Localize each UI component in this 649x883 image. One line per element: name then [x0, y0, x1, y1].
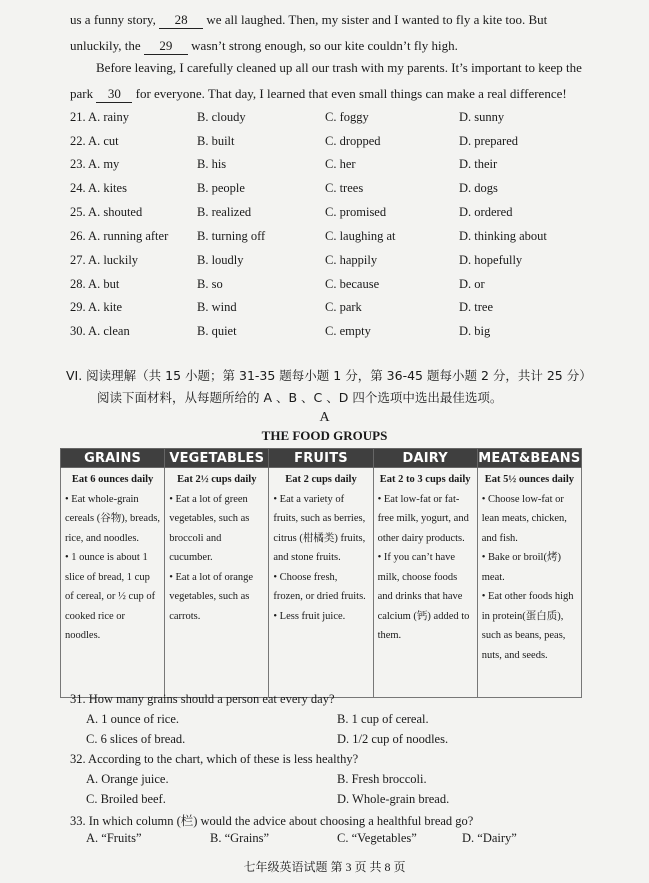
food-cell: [373, 468, 477, 698]
cloze-option-c: C. promised: [325, 205, 387, 219]
cloze-option-c: C. laughing at: [325, 229, 396, 243]
section-heading: VI. 阅读理解（共 15 小题；第 31-35 题每小题 1 分，第 36-45 题每小题 2 分，共计 25 分）: [66, 368, 592, 383]
cloze-option-d: D. sunny: [459, 110, 505, 124]
question-stem: 33. In which column (栏) would the advice about choosing a healthful bread go?: [70, 814, 474, 828]
cloze-question-option-a: 21. A. rainy: [70, 110, 130, 124]
passage-text: park: [70, 86, 94, 101]
cell-bullet: • 1 ounce is about 1 slice of bread, 1 cup of cereal, or ½ cup of cooked rice or noodles.: [65, 552, 156, 641]
question-stem: 32. According to the chart, which of these is less healthy?: [70, 752, 359, 766]
question-stem: 31. How many grains should a person eat every day?: [70, 692, 335, 706]
answer-option-b[interactable]: B. 1 cup of cereal.: [337, 712, 429, 726]
answer-option-a[interactable]: A. 1 ounce of rice.: [86, 712, 180, 726]
cell-bullet: • If you can’t have milk, choose foods and drinks that have calcium (钙) added to them.: [377, 552, 470, 641]
cloze-option-c: C. happily: [325, 253, 378, 267]
food-cell: [269, 468, 373, 698]
cloze-option-d: D. ordered: [459, 205, 513, 219]
answer-option-d[interactable]: D. “Dairy”: [462, 831, 517, 845]
cloze-option-b: B. turning off: [197, 229, 266, 243]
cloze-option-c: C. her: [325, 157, 356, 171]
cloze-option-b: B. people: [197, 181, 245, 195]
passage-line-4: [70, 86, 567, 103]
cloze-question-option-a: 29. A. kite: [70, 300, 123, 314]
cell-heading: Eat 6 ounces daily: [71, 474, 154, 485]
cell-bullet: • Choose fresh, frozen, or dried fruits.: [273, 571, 366, 602]
answer-option-d[interactable]: D. 1/2 cup of noodles.: [337, 732, 449, 746]
cell-bullet: • Eat a lot of orange vegetables, such as carrots.: [169, 571, 254, 622]
cloze-option-b: B. realized: [197, 205, 252, 219]
passage-text: we all laughed. Then, my sister and I wanted to fly a kite too. But: [206, 12, 548, 27]
cloze-option-b: B. built: [197, 134, 235, 148]
answer-option-a[interactable]: A. Orange juice.: [86, 772, 169, 786]
blank-29: 29: [144, 38, 188, 55]
cloze-question-option-a: 25. A. shouted: [70, 205, 143, 219]
passage-line-2: [70, 38, 458, 55]
answer-option-c[interactable]: C. Broiled beef.: [86, 792, 166, 806]
header-meat-beans: MEAT&BEANS: [478, 450, 581, 466]
cloze-option-b: B. so: [197, 277, 223, 291]
cloze-option-d: D. big: [459, 324, 491, 338]
cell-heading: Eat 5½ ounces daily: [484, 474, 574, 485]
cell-bullet: • Less fruit juice.: [273, 610, 346, 622]
page-footer: 七年级英语试题 第 3 页 共 8 页: [243, 860, 406, 874]
answer-option-a[interactable]: A. “Fruits”: [86, 831, 142, 845]
cell-bullet: • Eat a variety of fruits, such as berries, citrus (柑橘类) fruits, and stone fruits.: [273, 493, 366, 563]
cloze-option-d: D. prepared: [459, 134, 518, 148]
passage-letter: A: [319, 410, 330, 425]
header-dairy: DAIRY: [373, 449, 477, 468]
header-grains: GRAINS: [61, 449, 165, 468]
cell-bullet: • Eat whole-grain cereals (谷物), breads, rice, and noodles.: [65, 493, 161, 544]
food-groups-table: [60, 448, 582, 698]
cloze-option-b: B. his: [197, 157, 227, 171]
passage-text: unluckily, the: [70, 38, 141, 53]
food-cell: [477, 468, 581, 698]
cloze-option-c: C. dropped: [325, 134, 381, 148]
cell-bullet: • Bake or broil(烤) meat.: [481, 552, 561, 583]
cloze-option-b: B. quiet: [197, 324, 237, 338]
cloze-question-option-a: 22. A. cut: [70, 134, 119, 148]
cloze-question-option-a: 30. A. clean: [70, 324, 130, 338]
food-cell: [61, 468, 165, 698]
cell-heading: Eat 2 cups daily: [285, 474, 357, 485]
section-instruction: 阅读下面材料，从每题所给的 A 、B 、C 、D 四个选项中选出最佳选项。: [97, 390, 503, 405]
cloze-option-d: D. tree: [459, 300, 494, 314]
passage-text: for everyone. That day, I learned that even small things can make a real difference!: [135, 86, 567, 101]
cell-heading: Eat 2 to 3 cups daily: [379, 474, 471, 485]
cloze-option-b: B. wind: [197, 300, 237, 314]
cell-bullet: • Eat other foods high in protein(蛋白质), such as beans, peas, nuts, and seeds.: [481, 591, 574, 661]
cloze-option-d: D. thinking about: [459, 229, 547, 243]
cell-bullet: • Choose low-fat or lean meats, chicken, and fish.: [481, 493, 567, 544]
table-row: [61, 468, 582, 698]
food-cell: [165, 468, 269, 698]
cloze-option-d: D. hopefully: [459, 253, 523, 267]
answer-option-d[interactable]: D. Whole-grain bread.: [337, 792, 450, 806]
answer-option-b[interactable]: B. “Grains”: [210, 831, 270, 845]
passage-text: us a funny story,: [70, 12, 156, 27]
cloze-option-d: D. or: [459, 277, 485, 291]
cloze-option-b: B. cloudy: [197, 110, 246, 124]
cloze-option-c: C. foggy: [325, 110, 369, 124]
cloze-question-option-a: 24. A. kites: [70, 181, 127, 195]
header-vegetables: VEGETABLES: [165, 449, 269, 468]
table-header-row: [61, 449, 582, 468]
passage-text: wasn’t strong enough, so our kite couldn’t fly high.: [191, 38, 458, 53]
cloze-question-option-a: 27. A. luckily: [70, 253, 139, 267]
answer-option-c[interactable]: C. 6 slices of bread.: [86, 732, 186, 746]
cell-heading: Eat 2½ cups daily: [177, 474, 257, 485]
cloze-option-b: B. loudly: [197, 253, 244, 267]
passage-line-3: Before leaving, I carefully cleaned up all our trash with my parents. It’s important to keep the: [96, 60, 582, 75]
cell-bullet: • Eat a lot of green vegetables, such as broccoli and cucumber.: [169, 493, 250, 563]
cloze-question-option-a: 26. A. running after: [70, 229, 169, 243]
cloze-option-d: D. their: [459, 157, 498, 171]
passage-line-1: [70, 12, 547, 29]
table-title: THE FOOD GROUPS: [261, 428, 388, 443]
cloze-option-c: C. trees: [325, 181, 364, 195]
cloze-option-d: D. dogs: [459, 181, 498, 195]
cloze-question-option-a: 23. A. my: [70, 157, 120, 171]
cloze-option-c: C. park: [325, 300, 362, 314]
blank-28: 28: [159, 12, 203, 29]
answer-option-b[interactable]: B. Fresh broccoli.: [337, 772, 427, 786]
cell-bullet: • Eat low-fat or fat-free milk, yogurt, and other dairy products.: [377, 493, 469, 544]
cloze-option-c: C. empty: [325, 324, 371, 338]
blank-30: 30: [96, 86, 132, 103]
cloze-question-option-a: 28. A. but: [70, 277, 120, 291]
cloze-option-c: C. because: [325, 277, 380, 291]
header-fruits: FRUITS: [269, 449, 373, 468]
answer-option-c[interactable]: C. “Vegetables”: [337, 831, 417, 845]
